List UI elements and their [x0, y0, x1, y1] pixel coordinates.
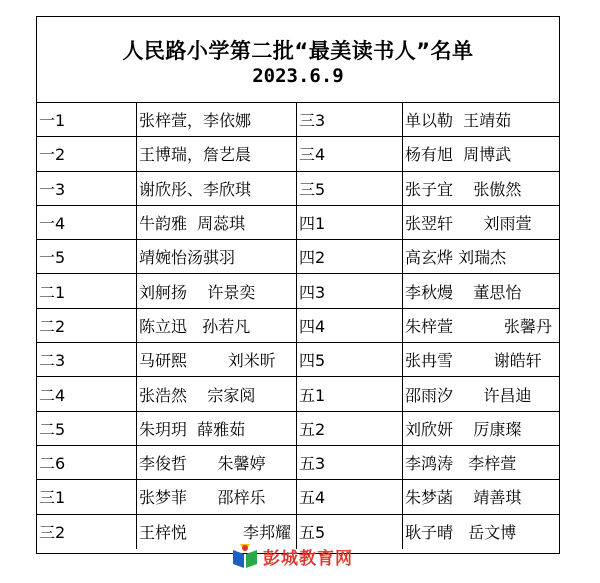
class-cell: 三2: [37, 515, 137, 549]
class-cell: 一3: [37, 172, 137, 205]
names-cell: 李鸿涛 李梓萱: [405, 454, 517, 474]
class-cell: 四4: [297, 309, 403, 342]
names-cell: 李秋熳 董思怡: [405, 282, 522, 302]
names-cell: 张浩然 宗家阅: [137, 377, 297, 410]
class-cell: 一1: [37, 103, 137, 136]
table-row: [37, 377, 559, 411]
class-cell: 二6: [37, 446, 137, 479]
names-cell: 靖婉怡汤骐羽: [137, 240, 297, 273]
page-title: 人民路小学第二批“最美读书人”名单: [122, 39, 474, 63]
class-cell: 五5: [297, 515, 403, 549]
roster-sheet: [36, 16, 560, 554]
names-cell: 邵雨汐 许昌迪: [405, 385, 532, 405]
table-row: [37, 446, 559, 480]
class-cell: 一2: [37, 137, 137, 170]
class-cell: 五2: [297, 412, 403, 445]
class-cell: 五4: [297, 480, 403, 513]
names-cell: 张翌轩 刘雨萱: [405, 214, 532, 234]
names-cell: 王梓悦 李邦耀: [137, 515, 297, 549]
table-row: [37, 309, 559, 343]
table-row: [37, 240, 559, 274]
class-cell: 一5: [37, 240, 137, 273]
class-cell: 五1: [297, 377, 403, 410]
names-cell: 李俊哲 朱馨婷: [137, 446, 297, 479]
names-cell: 张梦菲 邵梓乐: [137, 480, 297, 513]
table-row: [37, 172, 559, 206]
table-row: [37, 137, 559, 171]
class-cell: 四5: [297, 343, 403, 376]
book-logo-icon: [231, 542, 259, 570]
class-cell: 三3: [297, 103, 403, 136]
class-cell: 三1: [37, 480, 137, 513]
names-cell: 朱梓萱 张馨丹: [405, 316, 552, 336]
names-cell: 刘舸扬 许景奕: [137, 274, 297, 307]
class-cell: 四1: [297, 206, 403, 239]
class-cell: 二3: [37, 343, 137, 376]
table-row: [37, 206, 559, 240]
names-cell: 高玄烨 刘瑞杰: [405, 248, 507, 268]
class-cell: 一4: [37, 206, 137, 239]
class-cell: 四3: [297, 274, 403, 307]
names-cell: 谢欣彤、李欣琪: [137, 172, 297, 205]
names-cell: 张梓萱，李依娜: [137, 103, 297, 136]
names-cell: 张冉雪 谢皓轩: [405, 351, 542, 371]
class-cell: 二1: [37, 274, 137, 307]
table-row: [37, 103, 559, 137]
names-cell: 朱玥玥 薛雅茹: [137, 412, 297, 445]
class-cell: 三4: [297, 137, 403, 170]
table-row: [37, 343, 559, 377]
names-cell: 朱梦菡 靖善琪: [405, 488, 522, 508]
class-cell: 二5: [37, 412, 137, 445]
title-block: [37, 17, 559, 103]
table-row: [37, 480, 559, 514]
table-row: [37, 274, 559, 308]
watermark: [231, 542, 353, 570]
list-date: 2023.6.9: [252, 65, 344, 87]
class-cell: 二4: [37, 377, 137, 410]
class-cell: 四2: [297, 240, 403, 273]
names-cell: 杨有旭 周博武: [405, 145, 512, 165]
names-cell: 单以勒 王靖茹: [405, 111, 512, 131]
names-cell: 陈立迅 孙若凡: [137, 309, 297, 342]
names-cell: 牛韵雅 周蕊琪: [137, 206, 297, 239]
watermark-text: 彭城教育网: [263, 548, 353, 569]
table-row: [37, 412, 559, 446]
class-cell: 三5: [297, 172, 403, 205]
names-cell: 耿子晴 岳文博: [405, 523, 517, 543]
names-cell: 张子宜 张傲然: [405, 179, 522, 199]
class-cell: 五3: [297, 446, 403, 479]
names-cell: 王博瑞，詹艺晨: [137, 137, 297, 170]
roster-table: [37, 103, 559, 549]
names-cell: 马研熙 刘米昕: [137, 343, 297, 376]
names-cell: 刘欣妍 厉康璨: [405, 419, 522, 439]
class-cell: 二2: [37, 309, 137, 342]
